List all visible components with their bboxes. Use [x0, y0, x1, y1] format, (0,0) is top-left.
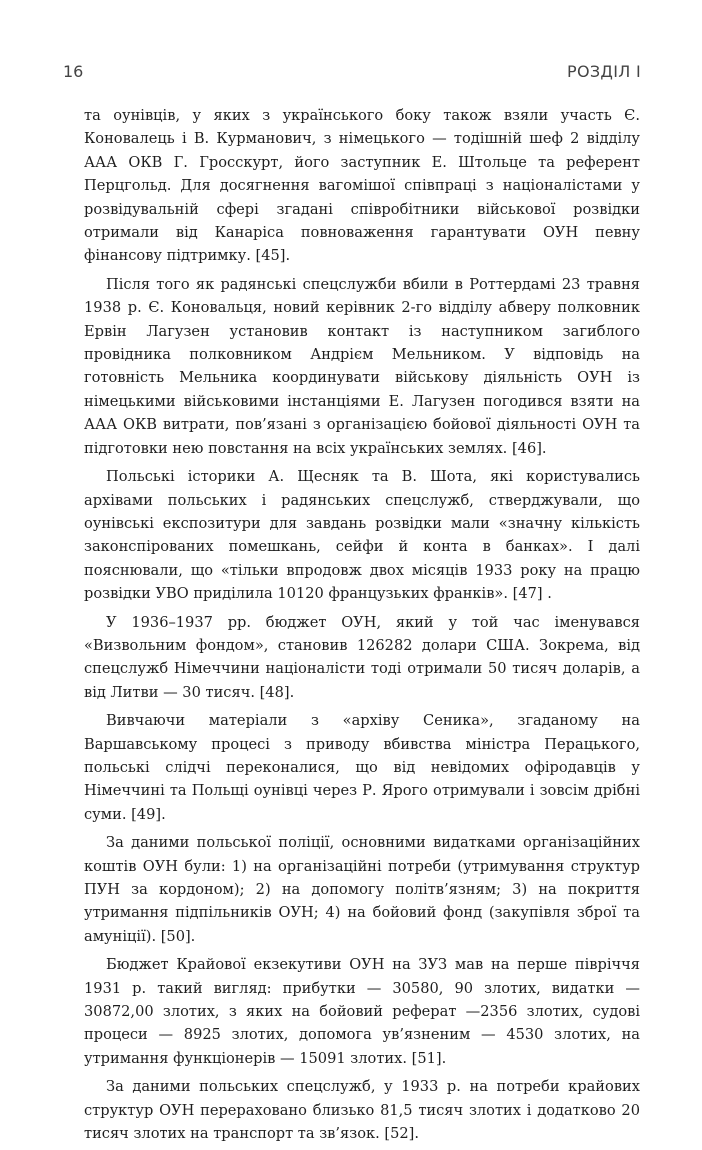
page-number: 16 [63, 62, 84, 81]
paragraph: Бюджет Крайової екзекутиви ОУН на ЗУЗ мав на перше півріччя 1931 р. такий вигляд: прибутки — 30580, 90 злотих, видатки — 30872,00 злотих, з яких на бойовий реферат —2356 злотих, судові процеси — 8925 злотих, допомога ув’язненим — 4530 злотих, на утримання функціонерів — 15091 злотих. [51]. [84, 956, 640, 1067]
paragraph: Польські історики А. Щесняк та В. Шота, які користувались архівами польських і радянських спецслужб, стверджували, що оунівські експозитури для завдань розвідки мали «значну кількість законспірованих помешкань, сейфи й конта в банках». І далі пояснювали, що «тільки впродовж двох місяців 1933 року на працю розвідки УВО приділила 10120 французьких франків». [47] . [84, 468, 640, 603]
paragraph: За даними польських спецслужб, у 1933 р. на потреби крайових структур ОУН перераховано близько 81,5 тисяч злотих і додатково 20 тисяч злотих на транспорт та зв’язок. [52]. [84, 1078, 640, 1143]
chapter-title: РОЗДІЛ I [567, 62, 641, 81]
paragraph: За даними польської поліції, основними видатками організаційних коштів ОУН були: 1) на організаційні потреби (утримування структур ПУН за кордоном); 2) на допомогу політв’язням; 3) на покриття утримання підпільників ОУН; 4) на бойовий фонд (закупівля зброї та амуніції). [50]. [84, 834, 640, 945]
running-header [63, 62, 641, 86]
paragraph: Вивчаючи матеріали з «архіву Сеника», згаданому на Варшавському процесі з приводу вбивства міністра Перацького, польські слідчі переконалися, що від невідомих офіродавців у Німеччині та Польщі оунівці через Р. Ярого отримували і зовсім дрібні суми. [49]. [84, 712, 640, 823]
paragraph: У 1936–1937 рр. бюджет ОУН, який у той час іменувався «Визвольним фондом», становив 126282 долари США. Зокрема, від спецслужб Німеччини націоналісти тоді отримали 50 тисяч доларів, а від Литви — 30 тисяч. [48]. [84, 613, 640, 701]
body-text [84, 104, 640, 1150]
paragraph-continued: та оунівців, у яких з українського боку також взяли участь Є. Коновалець і В. Курманович, з німецького — тодішній шеф 2 відділу ААА ОКВ Г. Гросскурт, його заступник Е. Штольце та референт Перцгольд. Для досягнення вагомішої співпраці з націоналістами у розвідувальній сфері згадані співробітники військової розвідки отримали від Канаріса повноваження гарантувати ОУН певну фінансову підтримку. [45]. [84, 107, 640, 265]
paragraph: Після того як радянські спецслужби вбили в Роттердамі 23 травня 1938 р. Є. Коновальця, новий керівник 2-го відділу абверу полковник Ервін Лагузен установив контакт із наступником загиблого провідника полковником Андрієм Мельником. У відповідь на готовність Мельника координувати військову діяльність ОУН із німецькими військовими інстанціями Е. Лагузен погодився взяти на ААА ОКВ витрати, пов’язані з організацією бойової діяльності ОУН та підготовки нею повстання на всіх українських землях. [46]. [84, 275, 640, 457]
